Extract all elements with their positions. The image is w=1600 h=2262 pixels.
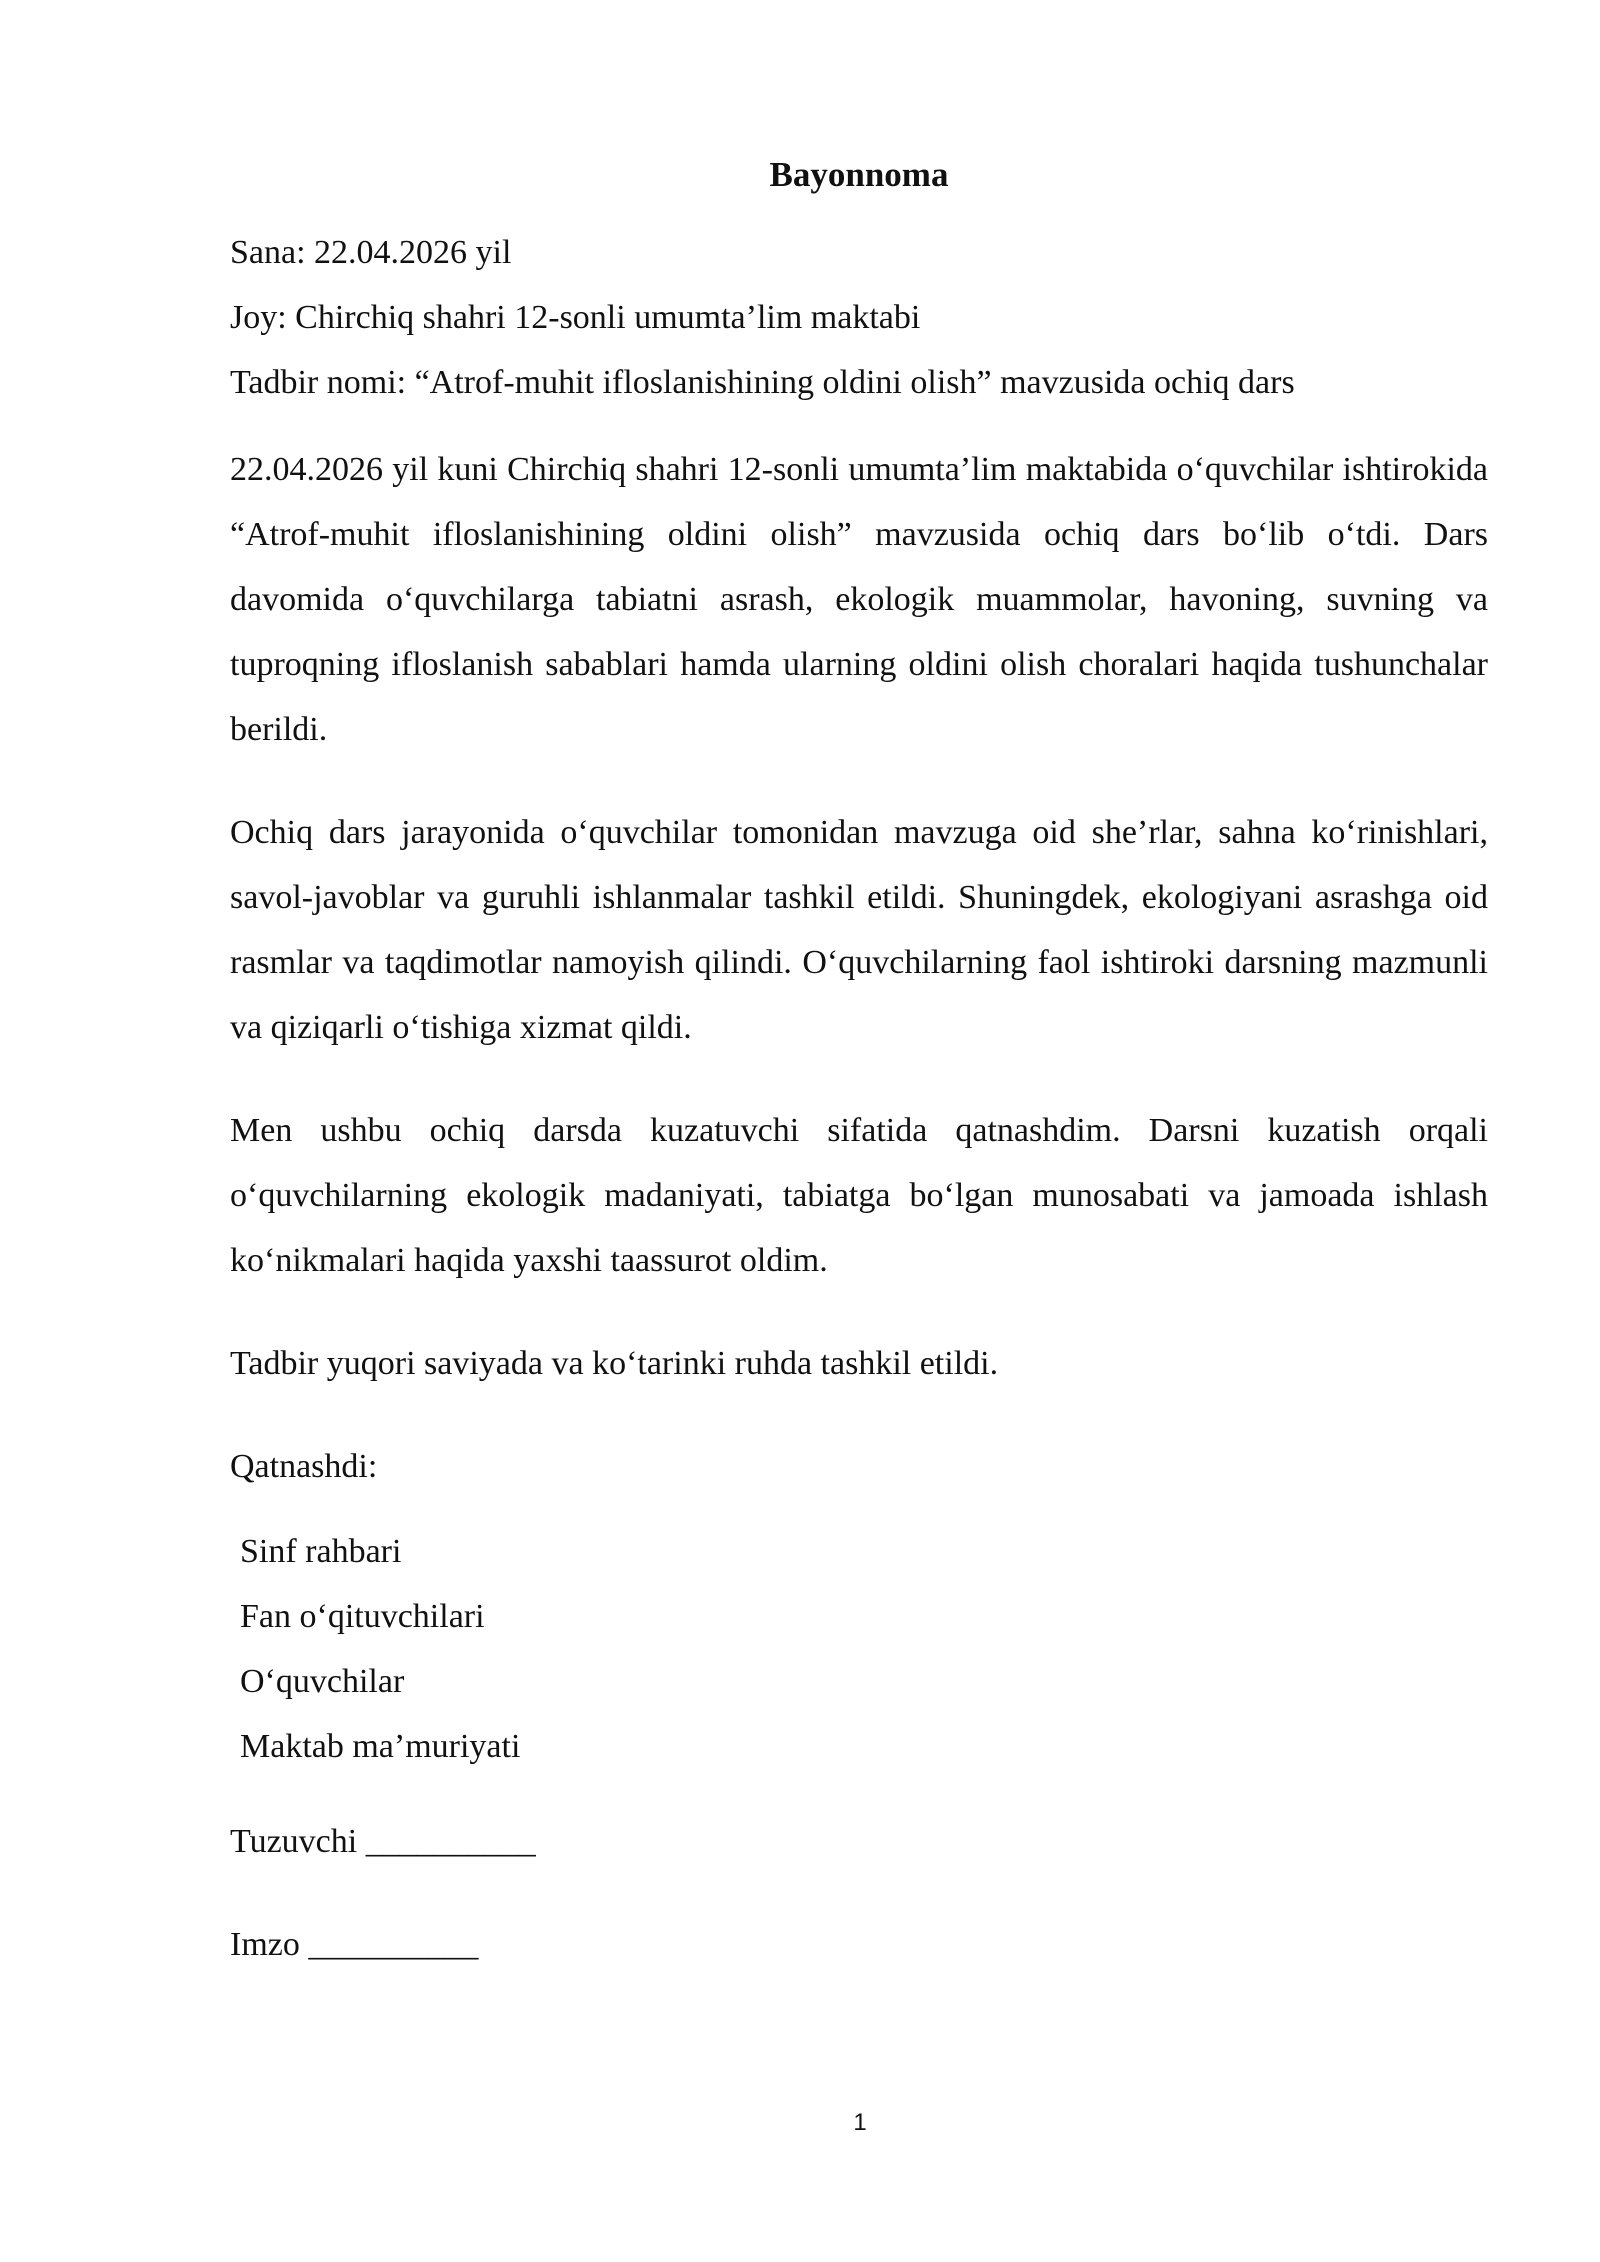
document-title: Bayonnoma bbox=[769, 155, 949, 194]
body-paragraph-3: Men ushbu ochiq darsda kuzatuvchi sifatida qatnashdim. Darsni kuzatish orqali o‘quvchilarning ekologik madaniyati, tabiatga bo‘lgan munosabati va jamoada ishlash ko‘nikmalari haqida yaxshi taassurot oldim. bbox=[230, 1112, 1488, 1279]
participant-item: Maktab ma’muriyati bbox=[240, 1728, 521, 1765]
participant-item: O‘quvchilar bbox=[240, 1663, 405, 1700]
place-line: Joy: Chirchiq shahri 12-sonli umumta’lim maktabi bbox=[230, 299, 921, 336]
conclusion-line: Tadbir yuqori saviyada va ko‘tarinki ruhda tashkil etildi. bbox=[230, 1345, 999, 1382]
document-meta bbox=[230, 220, 1488, 415]
body-paragraph-2: Ochiq dars jarayonida o‘quvchilar tomonidan mavzuga oid she’rlar, sahna ko‘rinishlari, savol-javoblar va guruhli ishlanmalar tashkil etildi. Shuningdek, ekologiyani asrashga oid rasmlar va taqdimotlar namoyish qilindi. O‘quvchilarning faol ishtiroki darsning mazmunli va qiziqarli o‘tishiga xizmat qildi. bbox=[230, 814, 1488, 1046]
participants-label: Qatnashdi: bbox=[230, 1448, 378, 1485]
signature-line: Imzo __________ bbox=[230, 1926, 479, 1963]
compiler-line: Tuzuvchi __________ bbox=[230, 1823, 536, 1860]
page-number: 1 bbox=[853, 2109, 867, 2136]
body-paragraph-1: 22.04.2026 yil kuni Chirchiq shahri 12-sonli umumta’lim maktabida o‘quvchilar ishtirokida “Atrof-muhit ifloslanishining oldini olish” mavzusida ochiq dars bo‘lib o‘tdi. Dars davomida o‘quvchilarga tabiatni asrash, ekologik muammolar, havoning, suvning va tuproqning ifloslanish sabablari hamda ularning oldini olish choralari haqida tushunchalar berildi. bbox=[230, 451, 1488, 748]
participants-list bbox=[240, 1519, 1488, 1779]
participant-item: Fan o‘qituvchilari bbox=[240, 1598, 485, 1635]
participant-item: Sinf rahbari bbox=[240, 1533, 402, 1570]
date-line: Sana: 22.04.2026 yil bbox=[230, 234, 512, 271]
document-body bbox=[230, 150, 1488, 2015]
event-name-line: Tadbir nomi: “Atrof-muhit ifloslanishining oldini olish” mavzusida ochiq dars bbox=[230, 364, 1295, 401]
